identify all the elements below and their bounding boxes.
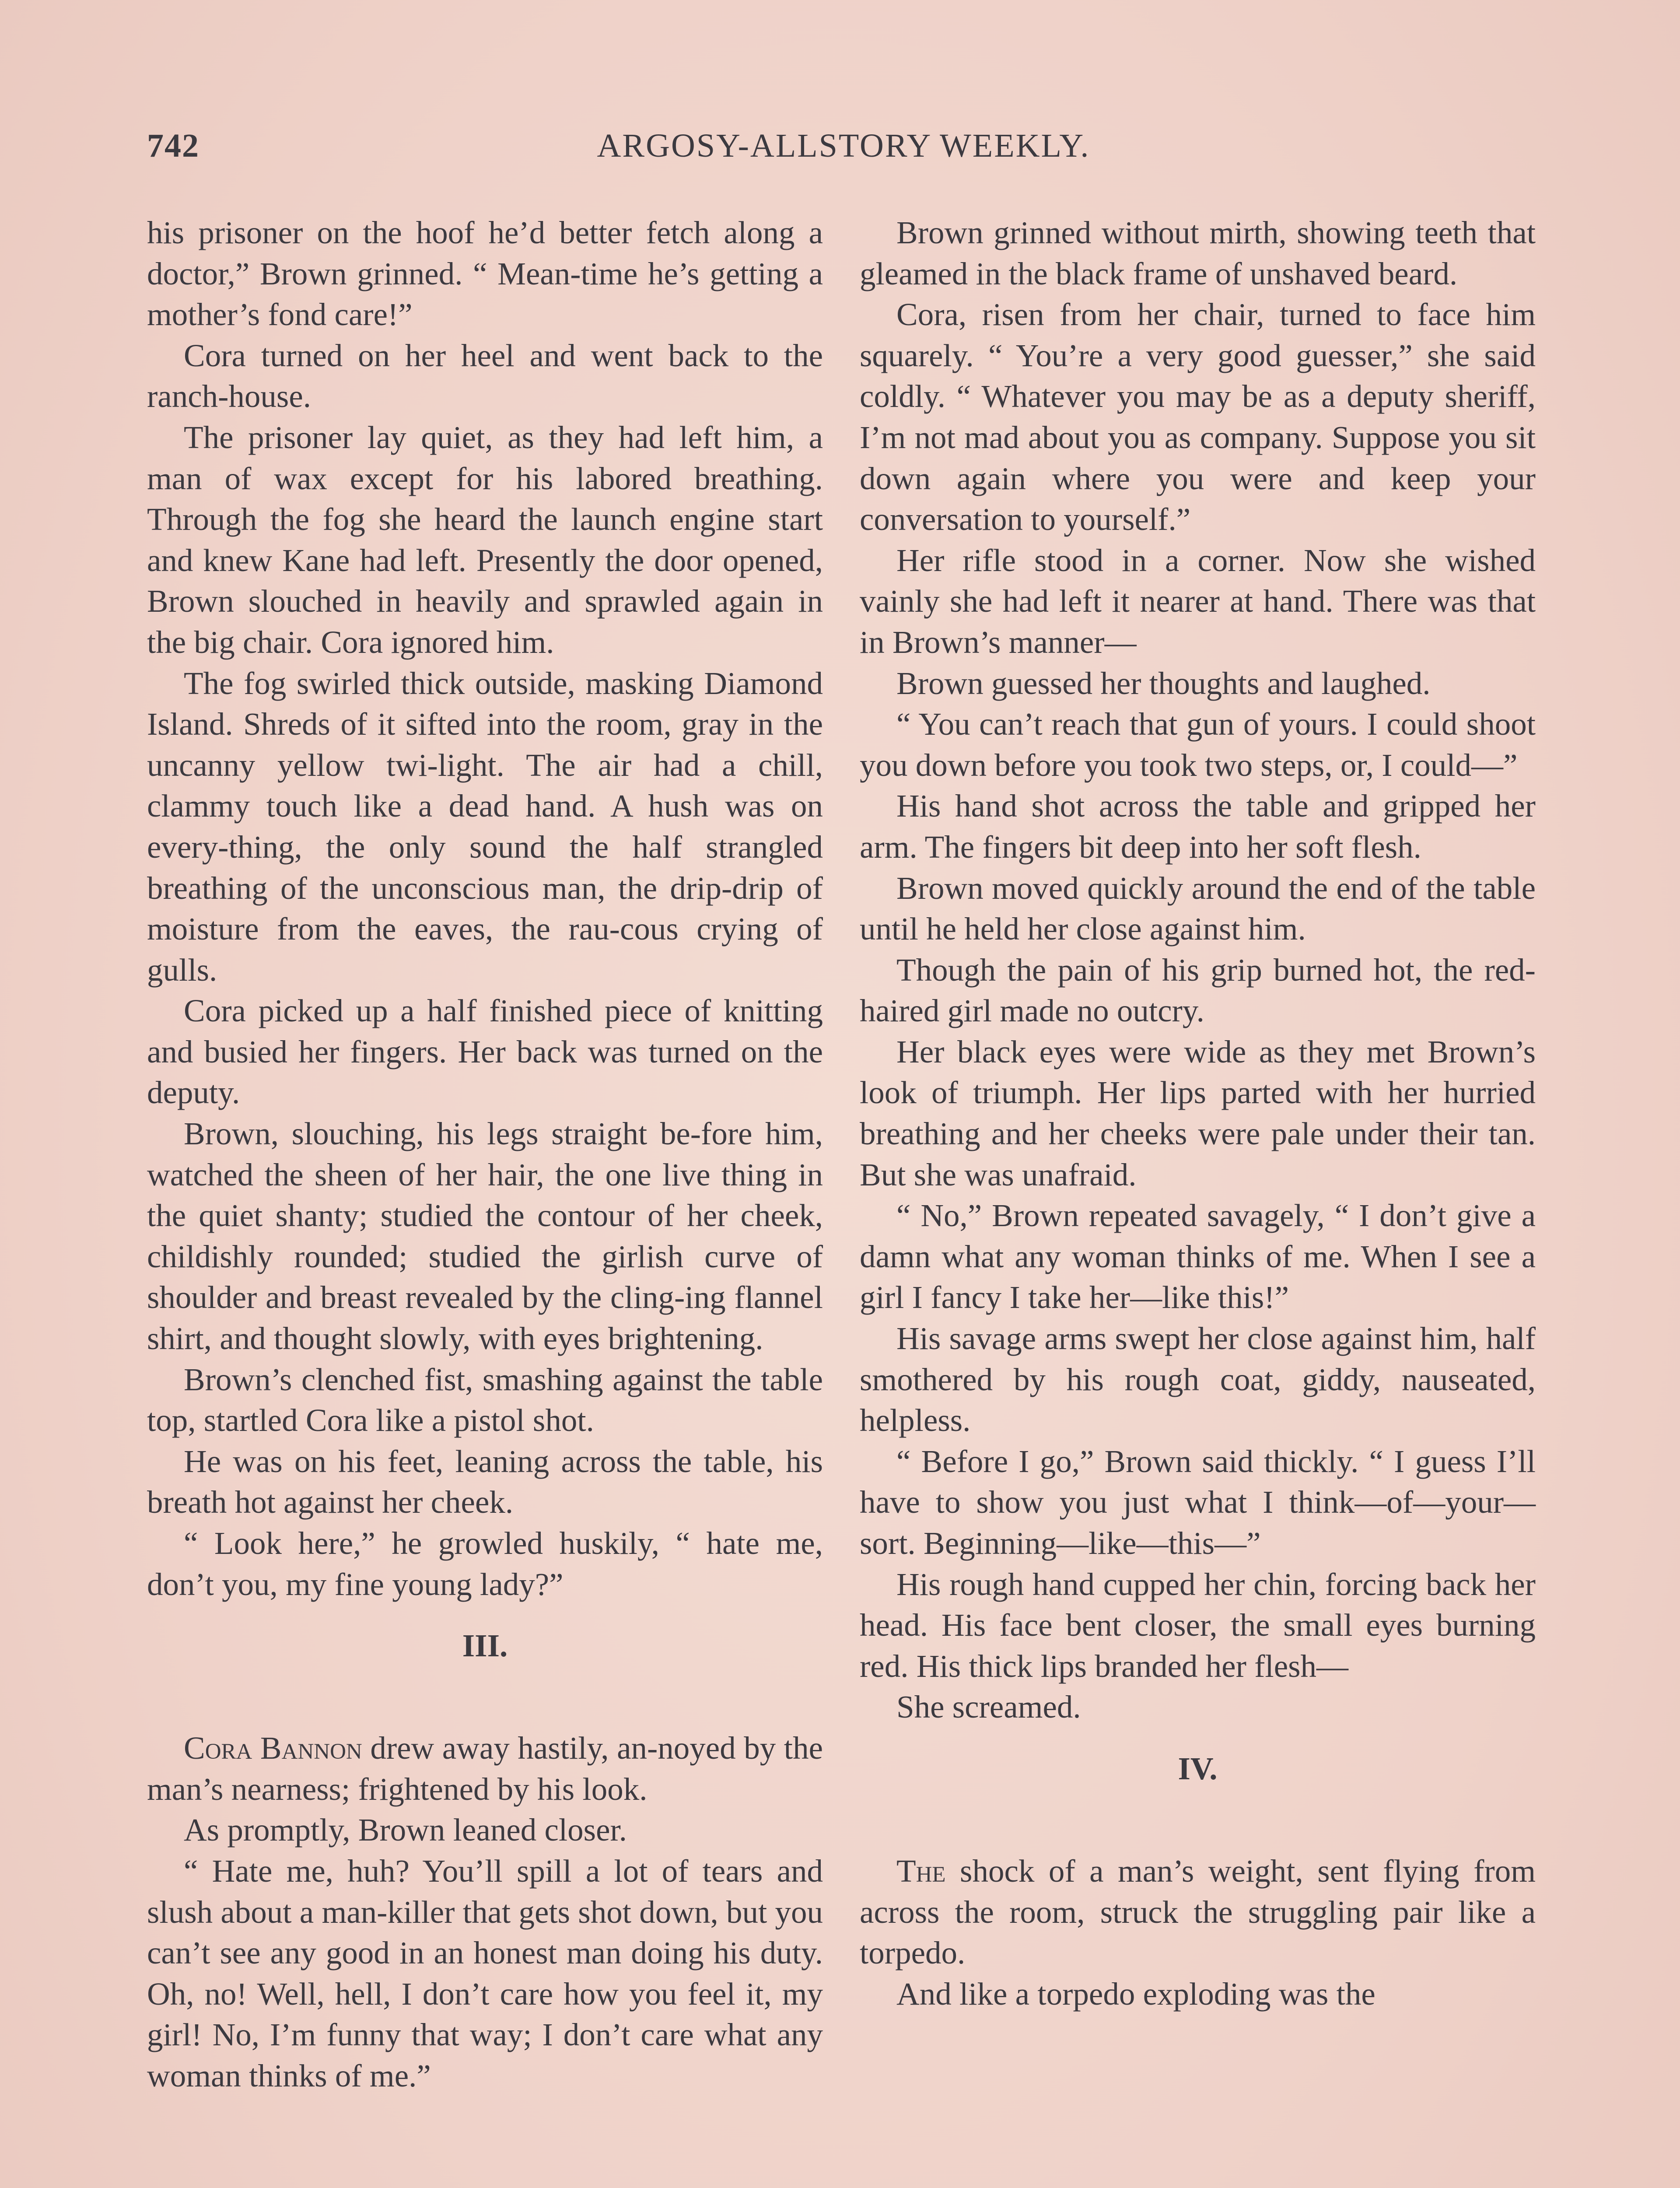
paragraph: As promptly, Brown leaned closer. [184,1812,627,1848]
paragraph: His hand shot across the table and gripped her arm. The fingers bit deep into her soft flesh. [860,788,1536,865]
paragraph-lead-small-caps: The [896,1853,946,1889]
paragraph: “ No,” Brown repeated savagely, “ I don’t give a damn what any woman thinks of me. When I see a girl I fancy I take her—like this!” [860,1198,1536,1315]
right-column [860,212,1536,2014]
paragraph: Her black eyes were wide as they met Brown’s look of triumph. Her lips parted with her hurried breathing and her cheeks were pale under their tan. But she was unafraid. [860,1034,1536,1192]
paragraph: his prisoner on the hoof he’d better fetch along a doctor,” Brown grinned. “ Mean-time he’s getting a mother’s fond care!” [147,215,823,333]
paragraph: Cora turned on her heel and went back to the ranch-house. [147,337,823,414]
paragraph: Cora picked up a half finished piece of knitting and busied her fingers. Her back was turned on the deputy. [147,993,823,1111]
paragraph: His savage arms swept her close against him, half smothered by his rough coat, giddy, nauseated, helpless. [860,1321,1536,1438]
paragraph: “ You can’t reach that gun of yours. I could shoot you down before you took two steps, or, I could—” [860,706,1536,783]
paragraph-text: drew away hastily, an-noyed by the man’s nearness; frightened by his look. [147,1730,823,1807]
paragraph-lead-small-caps: Cora Bannon [184,1730,362,1766]
section-heading: III. [462,1628,508,1664]
running-head [147,127,1540,179]
paragraph: The fog swirled thick outside, masking Diamond Island. Shreds of it sifted into the room, gray in the uncanny yellow twi-light. The air had a chill, clammy touch like a dead hand. A hush was on every-thing, the only sound the half strangled breathing of the unconscious man, the drip-drip of moisture from the eaves, the rau-cous crying of gulls. [147,665,823,988]
page-number: 742 [147,127,200,164]
paragraph: Brown moved quickly around the end of the table until he held her close against him. [860,870,1536,947]
paragraph: “ Hate me, huh? You’ll spill a lot of tears and slush about a man-killer that gets shot down, but you can’t see any good in an honest man doing his duty. Oh, no! Well, hell, I don’t care how you feel it, my girl! No, I’m funny that way; I don’t care what any woman thinks of me.” [147,1853,823,2093]
paragraph: The prisoner lay quiet, as they had left him, a man of wax except for his labored breathing. Through the fog she heard the launch engine start and knew Kane had left. Presently the door opened, Brown slouched in heavily and sprawled again in the big chair. Cora ignored him. [147,419,823,660]
paragraph-text: shock of a man’s weight, sent flying from across the room, struck the struggling pair like a torpedo. [860,1853,1536,1971]
paragraph: Brown’s clenched fist, smashing against the table top, startled Cora like a pistol shot. [147,1361,823,1438]
paragraph: Her rifle stood in a corner. Now she wished vainly she had left it nearer at hand. There was that in Brown’s manner— [860,542,1536,660]
paragraph: Brown guessed her thoughts and laughed. [896,665,1431,701]
paragraph: “ Look here,” he growled huskily, “ hate me, don’t you, my fine young lady?” [147,1525,823,1602]
paragraph: Though the pain of his grip burned hot, the red-haired girl made no outcry. [860,952,1536,1029]
paragraph [860,1851,1536,1974]
left-column [147,212,823,2097]
paragraph: His rough hand cupped her chin, forcing back her head. His face bent closer, the small eyes burning red. His thick lips branded her flesh— [860,1566,1536,1684]
paragraph: “ Before I go,” Brown said thickly. “ I guess I’ll have to show you just what I think—of—your—sort. Beginning—like—this—” [860,1443,1536,1561]
paragraph: Brown grinned without mirth, showing teeth that gleamed in the black frame of unshaved beard. [860,215,1536,291]
section-heading: IV. [1178,1750,1218,1786]
paragraph [147,1728,823,1809]
paragraph: Brown, slouching, his legs straight be-fore him, watched the sheen of her hair, the one live thing in the quiet shanty; studied the contour of her cheek, childishly rounded; studied the girlish curve of shoulder and breast revealed by the cling-ing flannel shirt, and thought slowly, with eyes brightening. [147,1116,823,1357]
magazine-title: ARGOSY-ALLSTORY WEEKLY. [597,127,1090,164]
paragraph: And like a torpedo exploding was the [896,1976,1376,2012]
paragraph: He was on his feet, leaning across the table, his breath hot against her cheek. [147,1443,823,1520]
paragraph: She screamed. [896,1689,1081,1725]
paragraph: Cora, risen from her chair, turned to face him squarely. “ You’re a very good guesser,” she said coldly. “ Whatever you may be as a deputy sheriff, I’m not mad about you as company. Suppose you sit down again where you were and keep your conversation to yourself.” [860,297,1536,537]
